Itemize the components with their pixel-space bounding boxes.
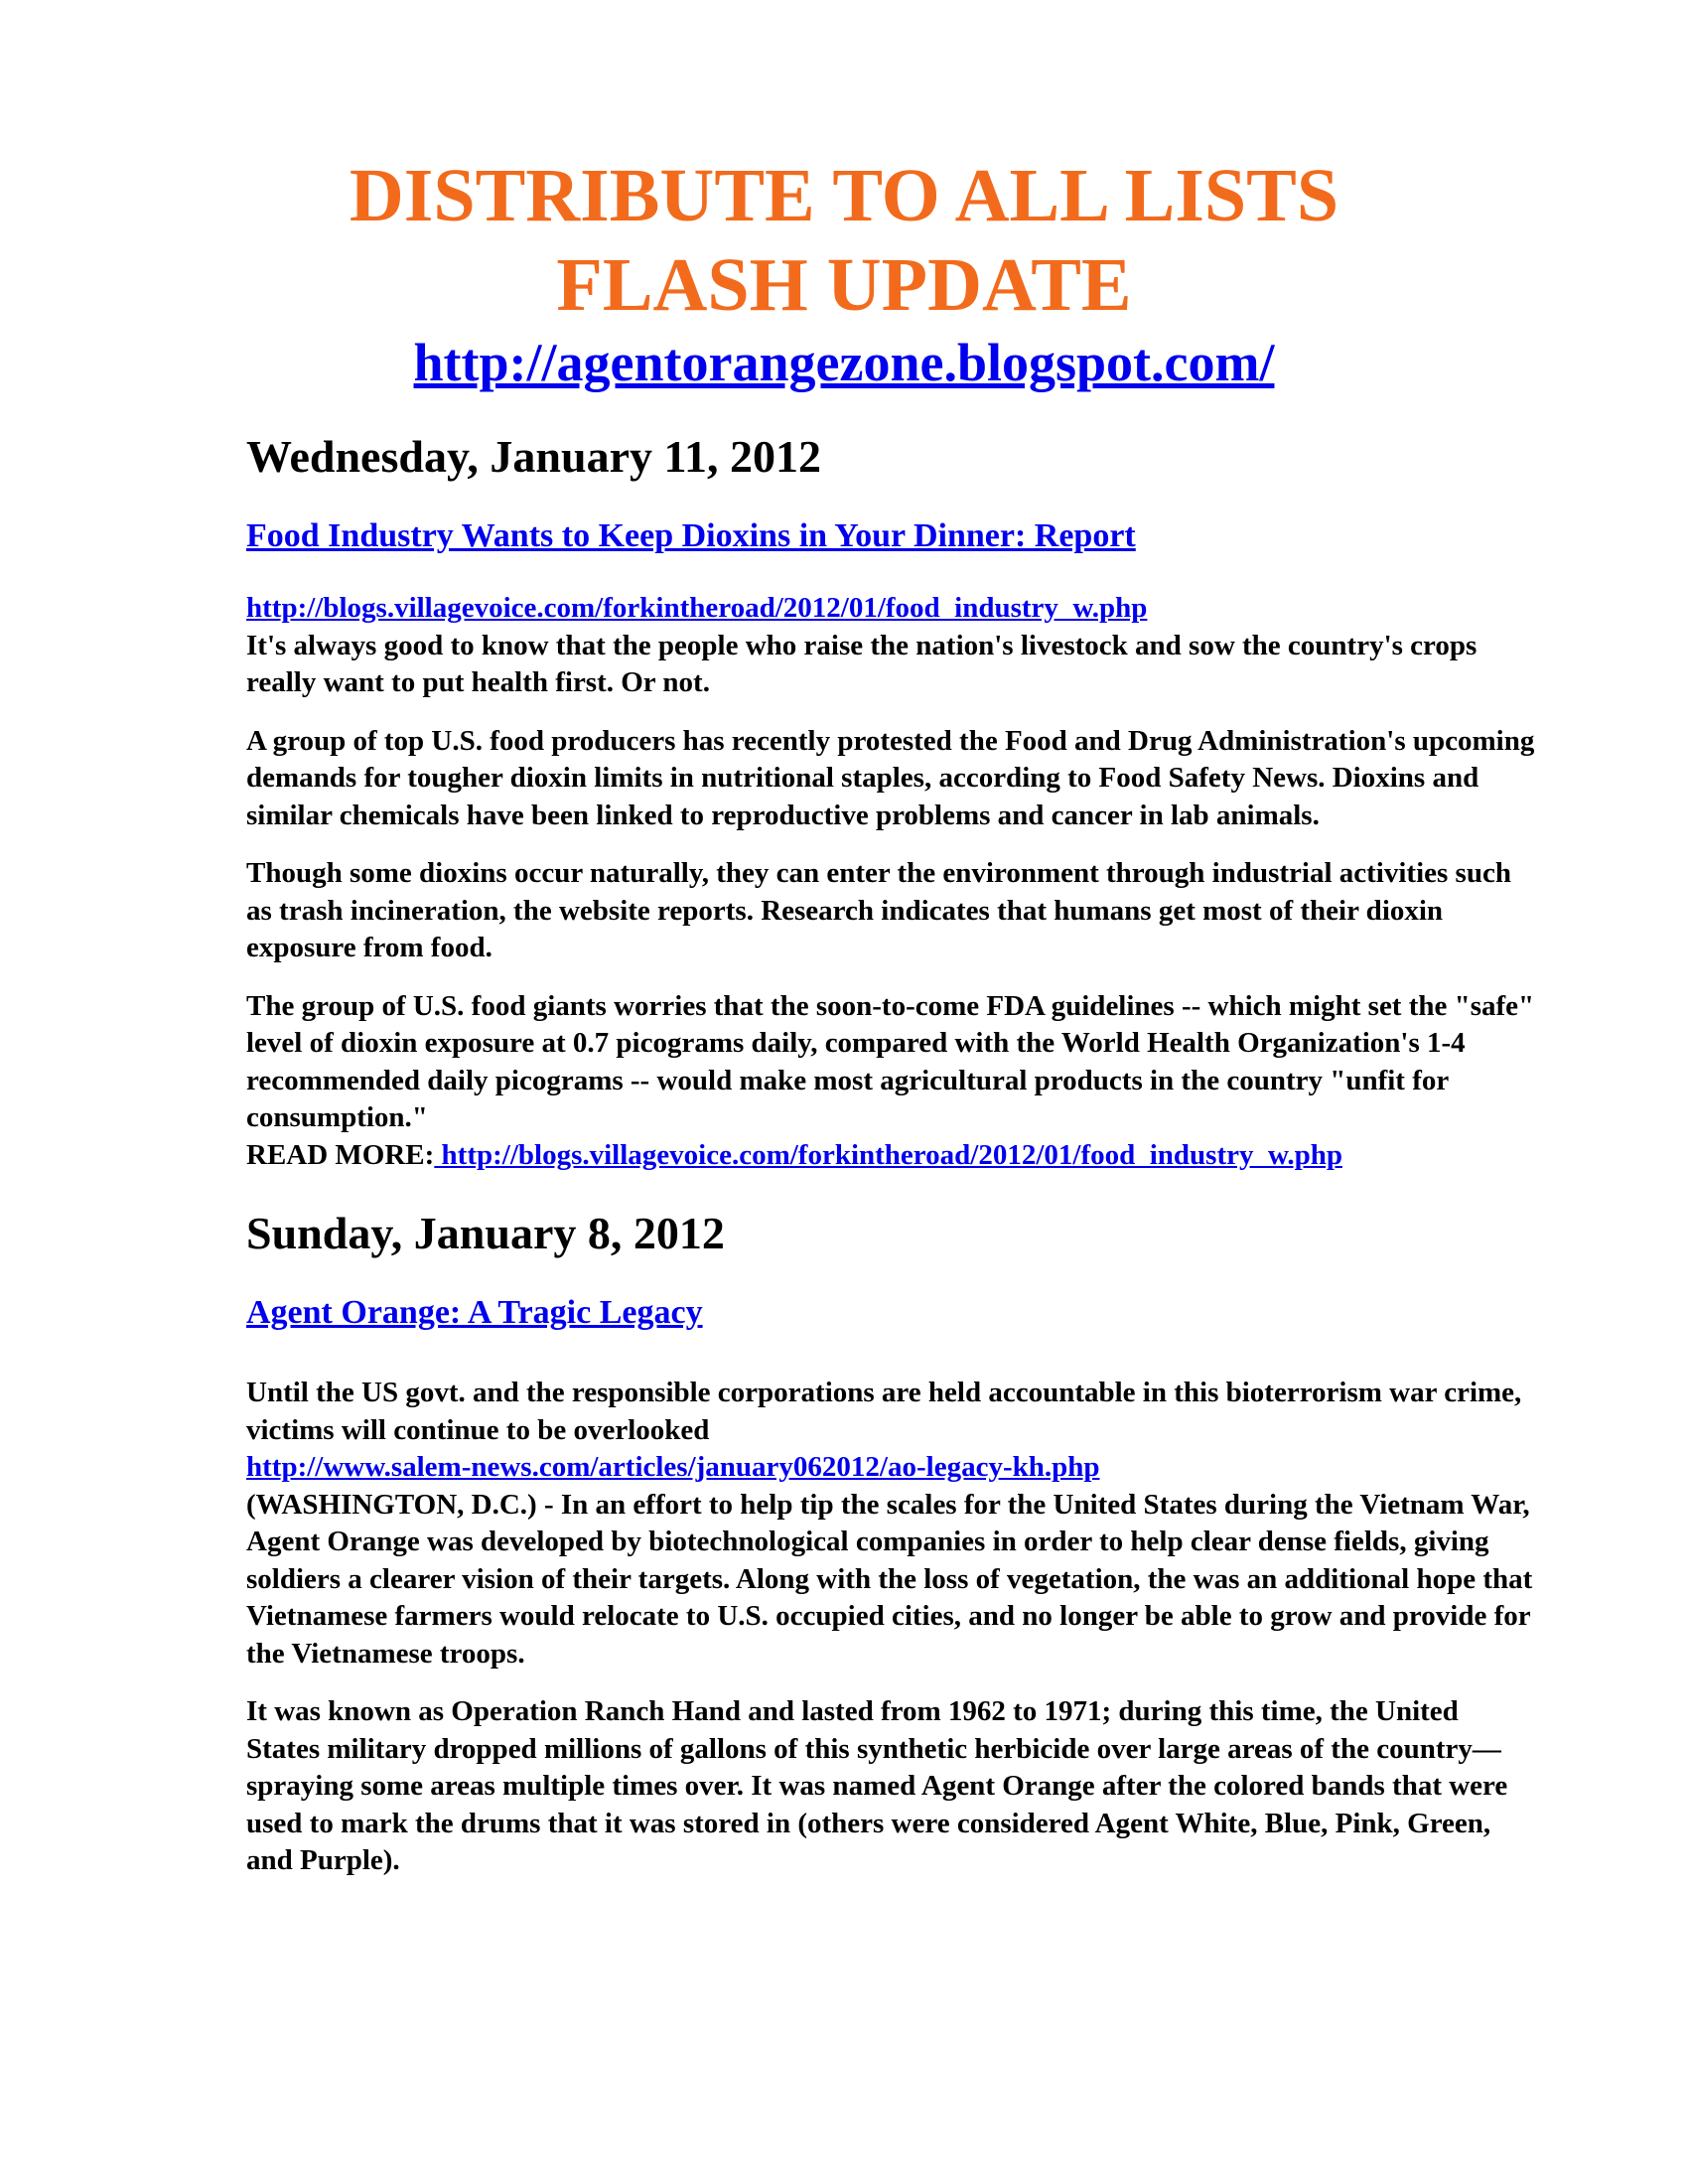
- blog-url-link[interactable]: http://agentorangezone.blogspot.com/: [413, 333, 1275, 392]
- post-paragraph: It's always good to know that the people who raise the nation's livestock and sow the country's crops really want to put health first. Or not.: [246, 629, 1477, 698]
- post-paragraph: A group of top U.S. food producers has recently protested the Food and Drug Administration's upcoming demands for tougher dioxin limits in nutritional staples, according to Food Safety News. Dioxins and similar chemicals have been linked to reproductive problems and cancer in lab animals.: [246, 724, 1535, 831]
- post-intro: [246, 1375, 1537, 1487]
- post-paragraph: It was known as Operation Ranch Hand and lasted from 1962 to 1971; during this time, the United States military dropped millions of gallons of this synthetic herbicide over large areas of the country—spraying some areas multiple times over. It was named Agent Orange after the colored bands that were used to mark the drums that it was stored in (others were considered Agent White, Blue, Pink, Green, and Purple).: [246, 1695, 1508, 1876]
- post-source-link[interactable]: http://www.salem-news.com/articles/january062012/ao-legacy-kh.php: [246, 1451, 1100, 1483]
- post-jan-8: [246, 1204, 1537, 1880]
- flash-title-line1: DISTRIBUTE TO ALL LISTS: [349, 154, 1339, 237]
- post-paragraph: The group of U.S. food giants worries that the soon-to-come FDA guidelines -- which might set the "safe" level of dioxin exposure at 0.7 picograms daily, compared with the World Health Organization's 1-4 recommended daily picograms -- would make most agricultural products in the country "unfit for consumption.": [246, 989, 1535, 1133]
- post-source-line: [246, 590, 1537, 628]
- post-headline: [246, 514, 1537, 558]
- post-intro-text: Until the US govt. and the responsible corporations are held accountable in this bioterrorism war crime, victims will continue to be overlooked: [246, 1377, 1522, 1446]
- post-headline: [246, 1291, 1537, 1335]
- read-more-line: [246, 1137, 1537, 1175]
- post-date: Wednesday, January 11, 2012: [246, 431, 821, 482]
- post-paragraph: (WASHINGTON, D.C.) - In an effort to help tip the scales for the United States during the Vietnam War, Agent Orange was developed by biotechnological companies in order to help clear dense fields, giving soldiers a clearer vision of their targets. Along with the loss of vegetation, the was an additional hope that Vietnamese farmers would relocate to U.S. occupied cities, and no longer be able to grow and provide for the Vietnamese troops.: [246, 1488, 1533, 1670]
- post-headline-link[interactable]: Food Industry Wants to Keep Dioxins in Your Dinner: Report: [246, 517, 1136, 554]
- read-more-link[interactable]: http://blogs.villagevoice.com/forkintheroad/2012/01/food_industry_w.php: [434, 1138, 1342, 1171]
- post-source-link[interactable]: http://blogs.villagevoice.com/forkintheroad/2012/01/food_industry_w.php: [246, 592, 1148, 624]
- flash-title-line2: FLASH UPDATE: [556, 243, 1132, 327]
- post-jan-11: [246, 427, 1537, 1174]
- post-headline-link[interactable]: Agent Orange: A Tragic Legacy: [246, 1294, 703, 1331]
- posts-container: [246, 427, 1537, 1901]
- post-paragraph: Though some dioxins occur naturally, they can enter the environment through industrial activities such as trash incineration, the website reports. Research indicates that humans get most of their dioxin exposure from food.: [246, 857, 1511, 963]
- blog-url-line: [0, 328, 1688, 397]
- post-date: Sunday, January 8, 2012: [246, 1208, 725, 1258]
- read-more-label: READ MORE:: [246, 1138, 435, 1171]
